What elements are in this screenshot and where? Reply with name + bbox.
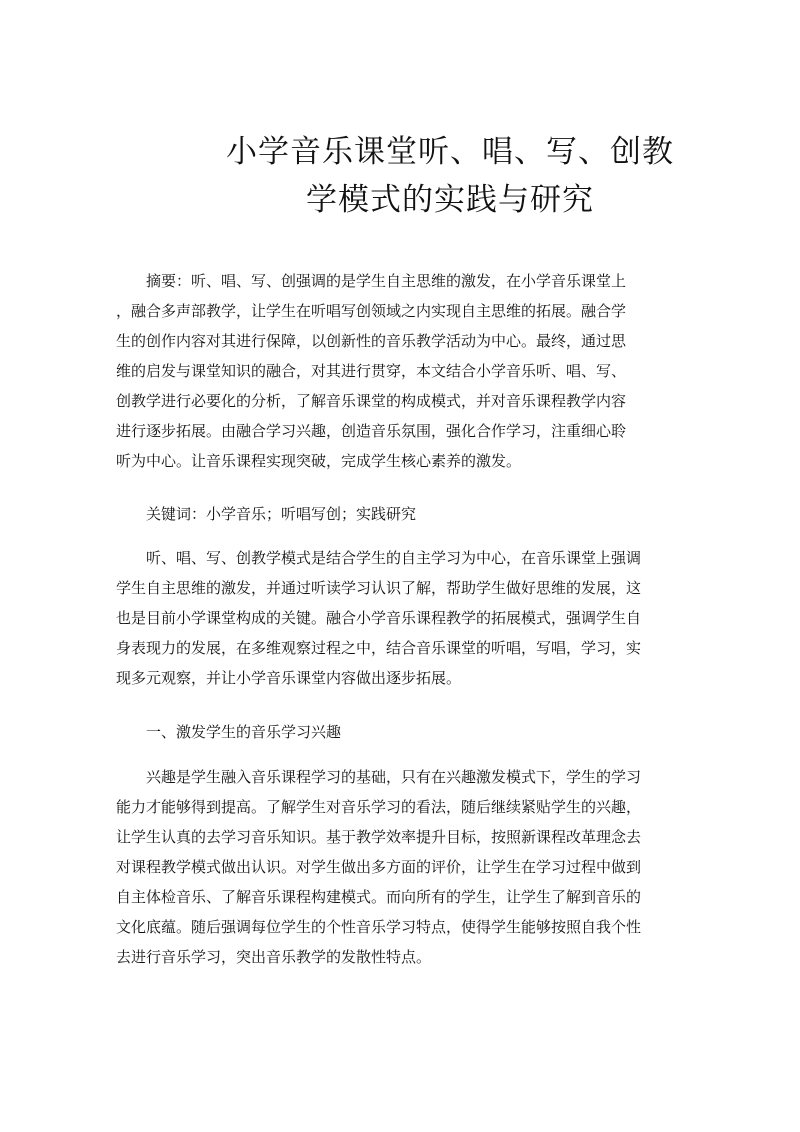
section-line: 自主体检音乐、了解音乐课程构建模式。而向所有的学生，让学生了解到音乐的: [116, 888, 642, 906]
section-heading: [116, 717, 696, 747]
section-line: 去进行音乐学习，突出音乐教学的发散性特点。: [116, 948, 432, 966]
keywords-line: 关键词：小学音乐；听唱写创；实践研究: [116, 505, 417, 523]
intro-line: 现多元观察，并让小学音乐课堂内容做出逐步拓展。: [116, 669, 462, 687]
abstract-line: 进行逐步拓展。由融合学习兴趣，创造音乐氛围，强化合作学习，注重细心聆: [116, 422, 627, 440]
section-line: 兴趣是学生融入音乐课程学习的基础，只有在兴趣激发模式下，学生的学习: [116, 768, 642, 786]
intro-line: 身表现力的发展，在多维观察过程之中，结合音乐课堂的听唱，写唱，学习，实: [116, 639, 642, 657]
section-line: 能力才能够得到提高。了解学生对音乐学习的看法，随后继续紧贴学生的兴趣，: [116, 798, 642, 816]
section-line: 让学生认真的去学习音乐知识。基于教学效率提升目标，按照新课程改革理念去: [116, 828, 642, 846]
title-line-2: 学模式的实践与研究: [306, 182, 594, 218]
section-line: 对课程教学模式做出认识。对学生做出多方面的评价，让学生在学习过程中做到: [116, 858, 642, 876]
abstract-line: 听为中心。让音乐课程实现突破，完成学生核心素养的激发。: [116, 452, 522, 470]
section-heading-text: 一、激发学生的音乐学习兴趣: [116, 723, 342, 741]
abstract-line: 生的创作内容对其进行保障，以创新性的音乐教学活动为中心。最终，通过思: [116, 332, 627, 350]
abstract-line: ，融合多声部教学，让学生在听唱写创领域之内实现自主思维的拓展。融合学: [116, 302, 627, 320]
section-line: 文化底蕴。随后强调每位学生的个性音乐学习特点，使得学生能够按照自我个性: [116, 918, 642, 936]
abstract-line: 摘要：听、唱、写、创强调的是学生自主思维的激发，在小学音乐课堂上: [116, 272, 627, 290]
intro-paragraph: [116, 543, 696, 693]
document-title: [200, 128, 700, 224]
keywords-paragraph: [116, 499, 696, 529]
intro-line: 听、唱、写、创教学模式是结合学生的自主学习为中心，在音乐课堂上强调: [116, 549, 642, 567]
abstract-paragraph: [116, 266, 696, 476]
title-line-1: 小学音乐课堂听、唱、写、创教: [226, 134, 674, 170]
intro-line: 也是目前小学课堂构成的关键。融合小学音乐课程教学的拓展模式，强调学生自: [116, 609, 642, 627]
section-paragraph: [116, 762, 696, 972]
abstract-line: 创教学进行必要化的分析，了解音乐课堂的构成模式，并对音乐课程教学内容: [116, 392, 627, 410]
abstract-line: 维的启发与课堂知识的融合，对其进行贯穿，本文结合小学音乐听、唱、写、: [116, 362, 627, 380]
intro-line: 学生自主思维的激发，并通过听读学习认识了解，帮助学生做好思维的发展，这: [116, 579, 642, 597]
